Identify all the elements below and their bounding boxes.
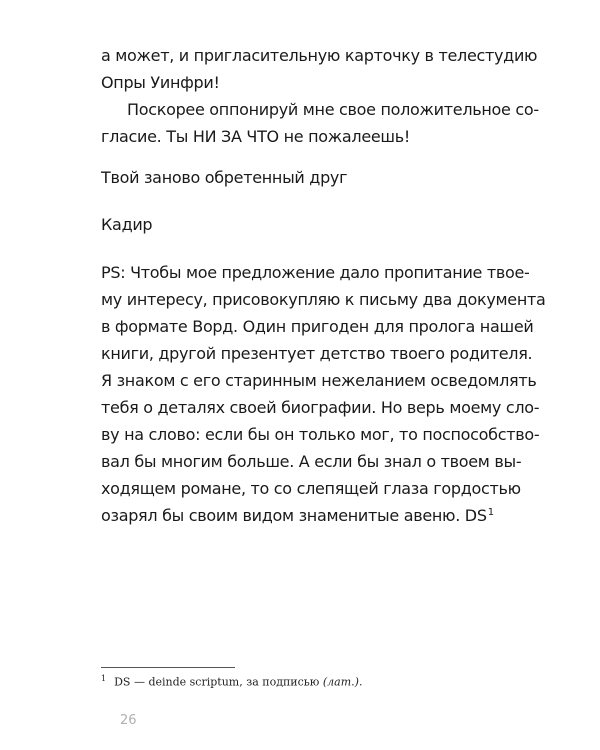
text-line-last xyxy=(101,502,521,529)
text-line: озарял бы своим видом знаменитые авеню. DS xyxy=(101,506,487,525)
footnote-reference[interactable]: 1 xyxy=(487,506,494,518)
page-number: 26 xyxy=(120,713,137,728)
footnote-language: (лат.) xyxy=(322,675,359,689)
text-line: ходящем романе, то со слепящей глаза гордостью xyxy=(101,479,521,498)
text-line: в формате Ворд. Один пригоден для пролога нашей xyxy=(101,317,534,336)
text-line: а может, и пригласительную карточку в телестудию xyxy=(101,46,538,65)
text-line: тебя о деталях своей биографии. Но верь моему сло- xyxy=(101,398,540,417)
text-line: гласие. Ты НИ ЗА ЧТО не пожалеешь! xyxy=(101,127,410,146)
text-line: Опры Уинфри! xyxy=(101,73,220,92)
footnote-divider xyxy=(101,667,235,668)
text-line: книги, другой презентует детство твоего родителя. xyxy=(101,344,533,363)
text-line: ву на слово: если бы он только мог, то поспособство- xyxy=(101,425,540,444)
footnote xyxy=(101,672,362,690)
text-line: му интересу, присовокупляю к письму два документа xyxy=(101,290,546,309)
signature-line: Кадир xyxy=(101,215,153,234)
signoff-line: Твой заново обретенный друг xyxy=(101,168,348,187)
letter-intro xyxy=(101,42,539,150)
text-line: PS: Чтобы мое предложение дало пропитание твое- xyxy=(101,263,530,282)
letter-signature xyxy=(101,211,521,238)
letter-signoff xyxy=(101,164,521,191)
letter-postscript xyxy=(101,259,546,529)
footnote-number: 1 xyxy=(101,674,107,683)
footnote-end: . xyxy=(358,675,363,689)
text-line: вал бы многим больше. А если бы знал о твоем вы- xyxy=(101,452,522,471)
footnote-text: DS — deinde scriptum, за подписью xyxy=(114,675,323,689)
text-line: Поскорее оппонируй мне свое положительное со- xyxy=(127,100,539,119)
text-line: Я знаком с его старинным нежеланием осведомлять xyxy=(101,371,537,390)
